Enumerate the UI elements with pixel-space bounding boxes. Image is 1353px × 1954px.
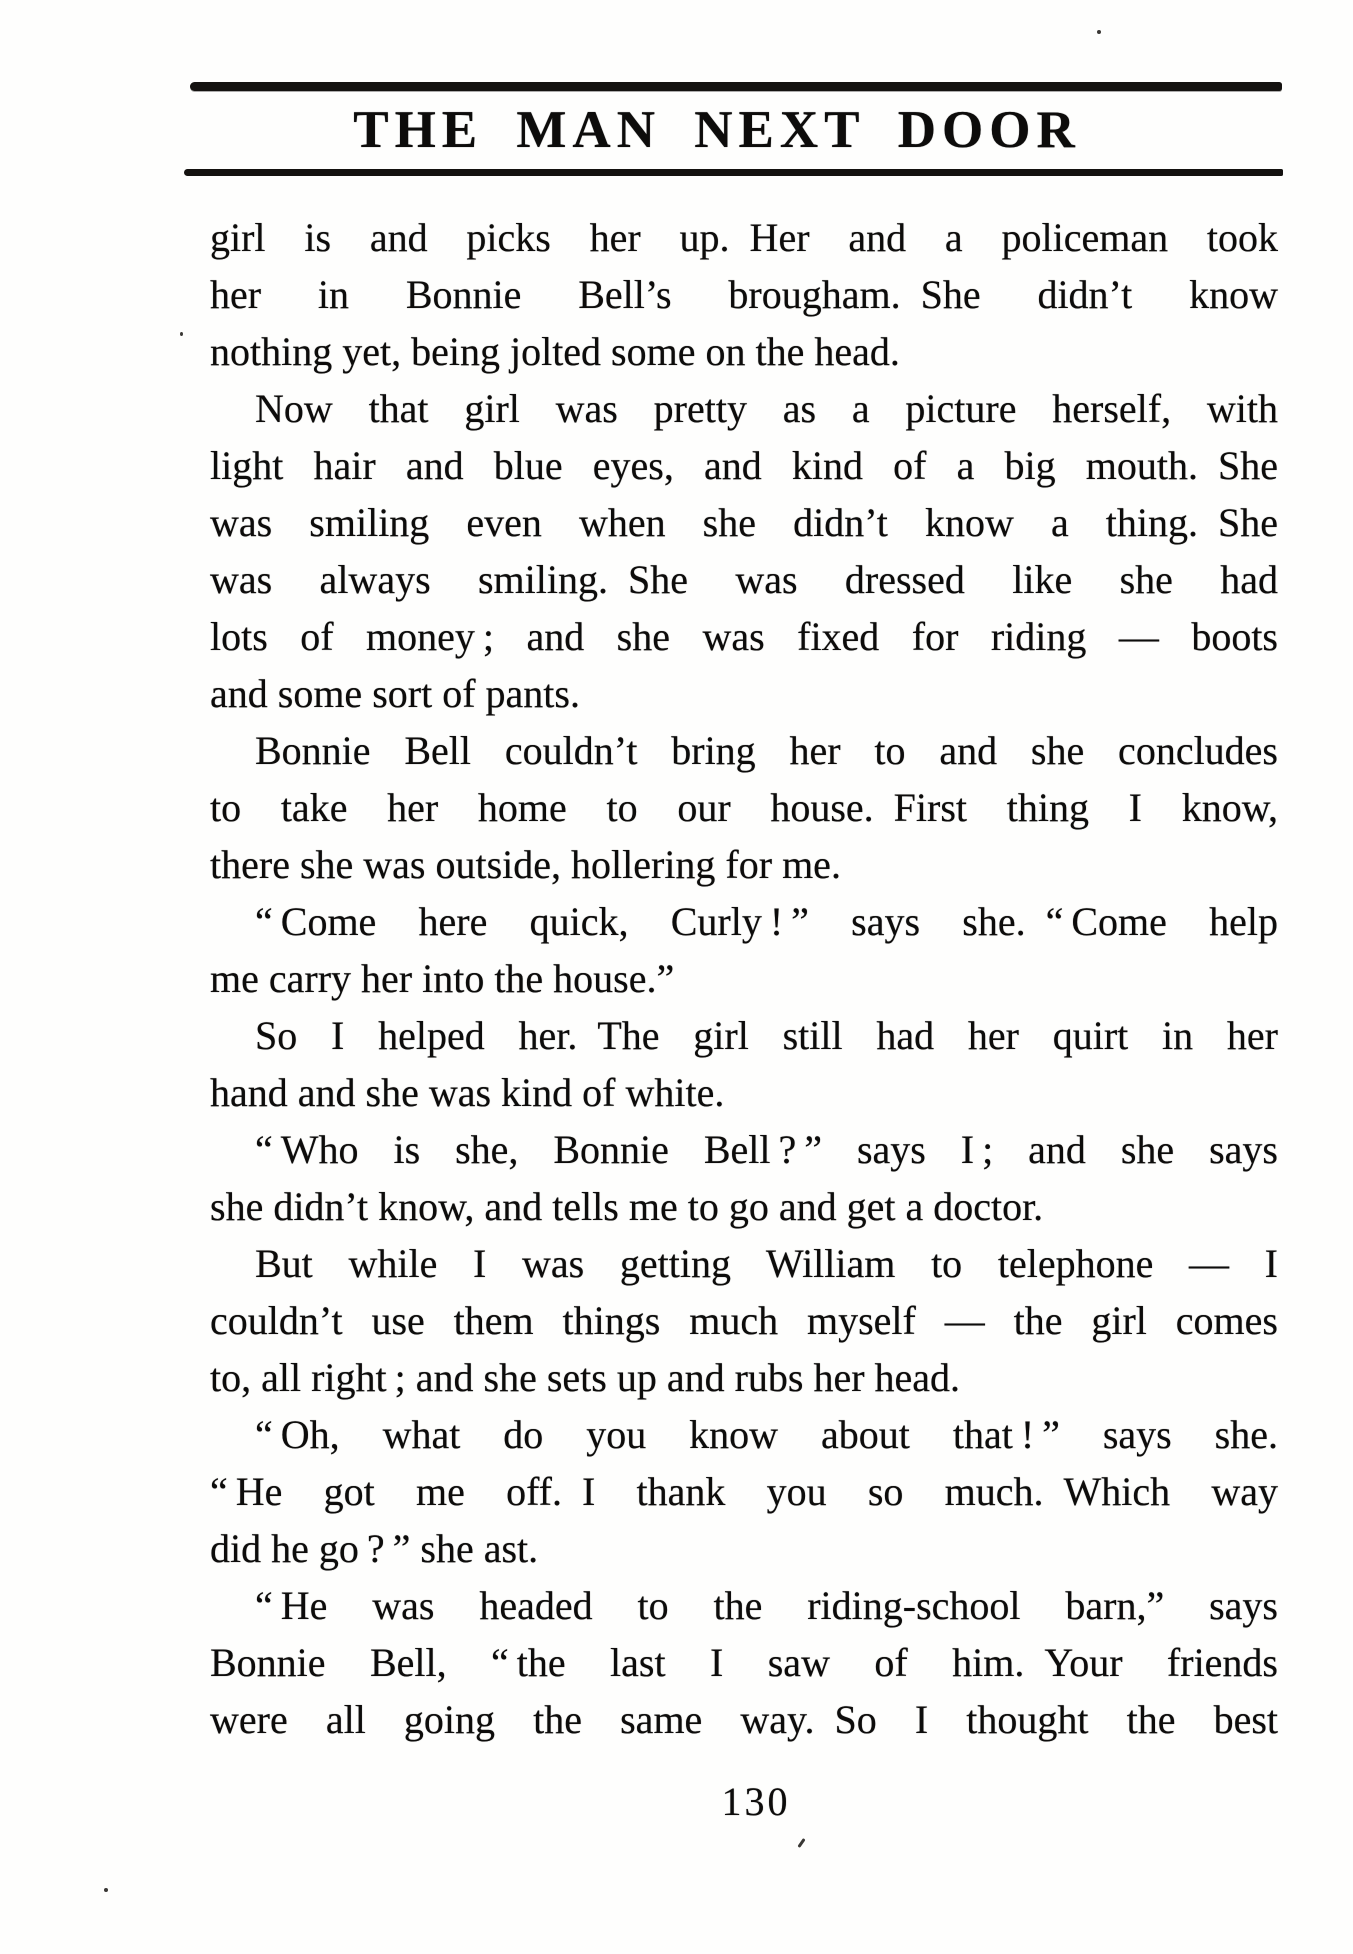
- text-line: me carry her into the house.”: [210, 956, 675, 1001]
- paragraph: [210, 893, 1278, 1007]
- text-line: couldn’t use them things much myself — the girl comes: [210, 1298, 1278, 1343]
- page-number: 130: [721, 1779, 791, 1824]
- text-line: there she was outside, hollering for me.: [210, 842, 841, 887]
- scan-speck: [180, 332, 183, 336]
- text-line: did he go ? ” she ast.: [210, 1526, 539, 1571]
- text-line: “ He got me off. I thank you so much. Which way: [210, 1469, 1278, 1514]
- paragraph: [210, 1121, 1278, 1235]
- scan-speck: [104, 1888, 108, 1892]
- running-title: THE MAN NEXT DOOR: [353, 101, 1081, 159]
- header-rule-top: [190, 82, 1282, 91]
- text-line: Bonnie Bell couldn’t bring her to and she concludes: [255, 728, 1278, 773]
- paragraph: [210, 1577, 1278, 1748]
- text-line: to, all right ; and she sets up and rubs her head.: [210, 1355, 961, 1400]
- text-line: “ Come here quick, Curly ! ” says she. “ Come help: [255, 899, 1278, 944]
- paragraph: [210, 380, 1278, 722]
- text-line: But while I was getting William to telephone — I: [255, 1241, 1278, 1286]
- text-line: was smiling even when she didn’t know a thing. She: [210, 500, 1278, 545]
- text-line: hand and she was kind of white.: [210, 1070, 725, 1115]
- paragraph: [210, 1406, 1278, 1577]
- text-line: light hair and blue eyes, and kind of a big mouth. She: [210, 443, 1278, 488]
- text-line: her in Bonnie Bell’s brougham. She didn’t know: [210, 272, 1278, 317]
- text-line: were all going the same way. So I thought the best: [210, 1697, 1278, 1742]
- text-line: was always smiling. She was dressed like she had: [210, 557, 1278, 602]
- text-line: girl is and picks her up. Her and a policeman took: [210, 215, 1278, 260]
- paragraph: [210, 722, 1278, 893]
- text-line: Now that girl was pretty as a picture herself, with: [255, 386, 1278, 431]
- text-line: “ He was headed to the riding-school barn,” says: [255, 1583, 1278, 1628]
- text-line: lots of money ; and she was fixed for riding — boots: [210, 614, 1278, 659]
- text-line: nothing yet, being jolted some on the head.: [210, 329, 900, 374]
- scan-speck: [1097, 30, 1101, 34]
- text-line: “ Oh, what do you know about that ! ” says she.: [255, 1412, 1278, 1457]
- scan-speck: [797, 1838, 805, 1848]
- paragraph: [210, 1235, 1278, 1406]
- header-rule-bottom: [184, 169, 1283, 176]
- paragraph: [210, 209, 1278, 380]
- paragraph: [210, 1007, 1278, 1121]
- text-line: Bonnie Bell, “ the last I saw of him. Your friends: [210, 1640, 1278, 1685]
- text-line: she didn’t know, and tells me to go and get a doctor.: [210, 1184, 1044, 1229]
- text-line: “ Who is she, Bonnie Bell ? ” says I ; and she says: [255, 1127, 1278, 1172]
- text-line: So I helped her. The girl still had her quirt in her: [255, 1013, 1278, 1058]
- page-body: [210, 209, 1278, 1748]
- text-line: and some sort of pants.: [210, 671, 580, 716]
- text-line: to take her home to our house. First thing I know,: [210, 785, 1278, 830]
